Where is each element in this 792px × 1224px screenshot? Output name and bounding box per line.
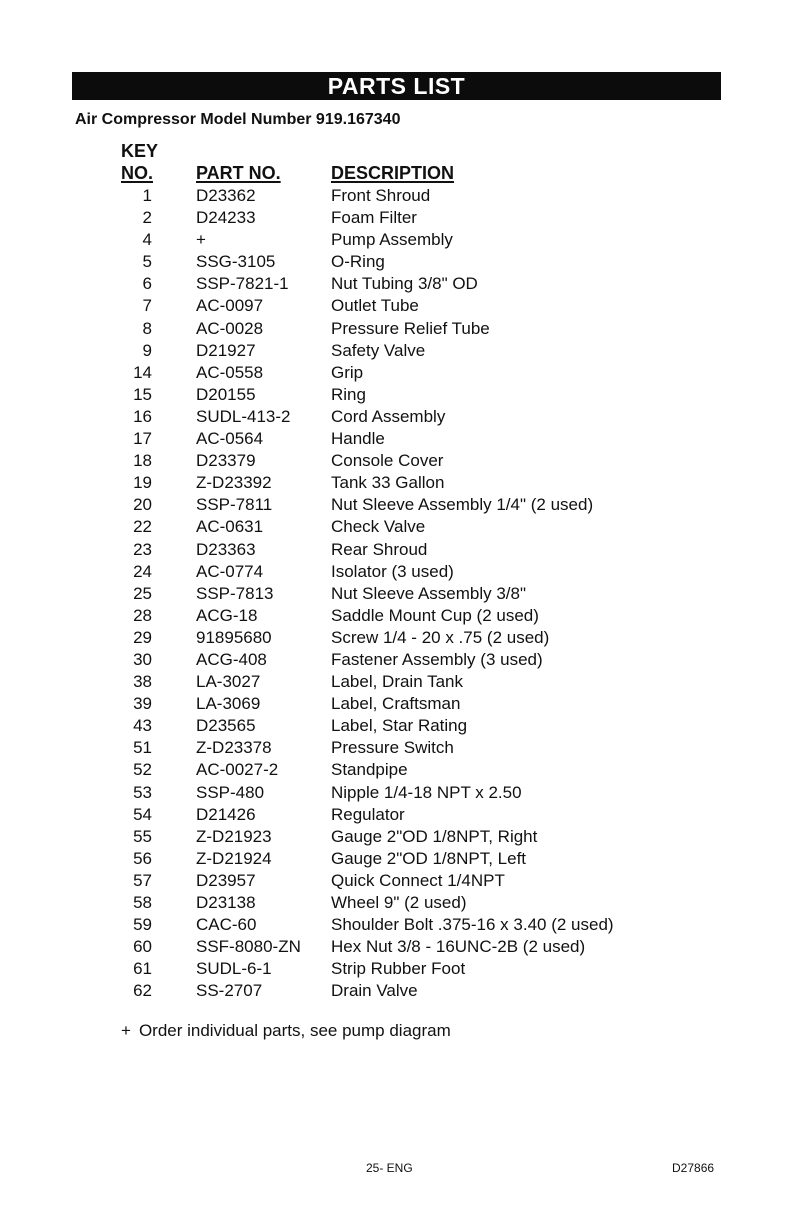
part-key-number: 18 [133,451,152,471]
part-number: D21426 [196,804,256,824]
table-row [0,229,792,251]
part-number: SUDL-413-2 [196,406,291,426]
part-number: AC-0564 [196,429,264,449]
part-description: Nut Sleeve Assembly 1/4" (2 used) [331,495,594,515]
part-description: Tank 33 Gallon [331,473,445,493]
part-description: Outlet Tube [331,296,419,316]
table-row [0,583,792,605]
footnote-text: Order individual parts, see pump diagram [138,1021,451,1040]
part-number: AC-0631 [196,517,264,537]
part-description: Wheel 9" (2 used) [331,893,467,912]
part-description: Fastener Assembly (3 used) [331,649,543,669]
part-description: Grip [331,362,364,382]
part-description: Foam Filter [331,208,417,228]
part-description: Cord Assembly [331,406,446,426]
part-description: Strip Rubber Foot [331,959,466,979]
table-row [0,826,792,848]
part-number: SSF-8080-ZN [196,937,301,957]
table-row [0,627,792,649]
parts-table [0,185,792,1002]
table-row [0,340,792,362]
part-key-number: 15 [133,384,152,404]
table-row [0,870,792,892]
part-key-number: 8 [142,318,152,338]
part-number: D23362 [196,186,256,205]
part-number: SS-2707 [196,981,263,1001]
part-key-number: 19 [133,473,152,493]
part-number: ACG-408 [196,649,267,669]
table-row [0,782,792,804]
table-row [0,472,792,494]
part-number: CAC-60 [196,915,257,935]
part-number: AC-0774 [196,561,264,581]
part-number: AC-0027-2 [196,760,279,780]
part-key-number: 39 [133,694,152,714]
part-key-number: 61 [133,959,152,979]
model-number-line: Air Compressor Model Number 919.167340 [75,111,401,128]
part-description: Gauge 2"OD 1/8NPT, Left [331,848,527,868]
table-row [0,561,792,583]
part-key-number: 60 [133,937,152,957]
part-description: Standpipe [331,760,408,780]
part-key-number: 4 [142,230,152,250]
table-row [0,848,792,870]
part-key-number: 43 [133,716,152,736]
table-row [0,539,792,561]
part-key-number: 52 [133,760,152,780]
table-row [0,671,792,693]
part-key-number: 59 [133,915,152,935]
table-row [0,384,792,406]
part-key-number: 54 [133,804,152,824]
part-description: Regulator [331,804,405,824]
part-key-number: 6 [142,274,152,294]
part-number: D23379 [196,451,256,471]
footnote-symbol: + [121,1021,131,1040]
table-row [0,406,792,428]
part-description: Screw 1/4 - 20 x .75 (2 used) [331,627,550,647]
part-key-number: 58 [133,893,152,912]
table-row [0,185,792,207]
part-description: Hex Nut 3/8 - 16UNC-2B (2 used) [331,937,586,957]
part-number: D20155 [196,384,256,404]
table-row [0,892,792,914]
part-key-number: 51 [133,738,152,758]
table-row [0,251,792,273]
table-header [0,163,792,185]
part-description: Shoulder Bolt .375-16 x 3.40 (2 used) [331,915,614,935]
table-row [0,295,792,317]
part-number: AC-0097 [196,296,264,316]
part-key-number: 16 [133,406,152,426]
table-row [0,516,792,538]
table-row [0,318,792,340]
table-row [0,273,792,295]
part-description: Console Cover [331,451,444,471]
part-key-number: 5 [142,252,152,272]
part-key-number: 62 [133,981,152,1001]
part-description: Handle [331,429,385,449]
part-description: Isolator (3 used) [331,561,454,581]
document-code: D27866 [672,1161,715,1175]
table-row [0,914,792,936]
column-header-part-no: PART NO. [196,163,281,183]
part-number: D23138 [196,893,256,912]
part-key-number: 7 [142,296,152,316]
table-row [0,936,792,958]
part-description: Pressure Switch [331,738,454,758]
part-key-number: 24 [133,561,152,581]
part-number: D23957 [196,870,256,890]
part-number: LA-3069 [196,694,261,714]
part-number: SUDL-6-1 [196,959,272,979]
part-description: Front Shroud [331,186,431,205]
part-description: Label, Drain Tank [331,672,463,692]
part-key-number: 28 [133,605,152,625]
part-number: SSP-7811 [196,495,273,515]
part-description: Nipple 1/4-18 NPT x 2.50 [331,782,522,802]
part-key-number: 29 [133,627,152,647]
table-row [0,494,792,516]
key-column-label: KEY [121,141,159,161]
part-number: SSP-7813 [196,583,274,603]
table-row [0,759,792,781]
part-description: Ring [331,384,366,404]
part-description: Safety Valve [331,340,426,360]
part-description: Rear Shroud [331,539,428,559]
part-number: + [196,230,206,250]
part-description: Gauge 2"OD 1/8NPT, Right [331,826,538,846]
part-number: D24233 [196,208,256,228]
part-description: Saddle Mount Cup (2 used) [331,605,539,625]
column-header-no: NO. [121,163,154,183]
table-row [0,428,792,450]
part-key-number: 22 [133,517,152,537]
part-number: Z-D23378 [196,738,272,758]
part-key-number: 14 [133,362,152,382]
part-number: D23363 [196,539,256,559]
table-row [0,362,792,384]
part-number: SSP-480 [196,782,265,802]
part-key-number: 38 [133,672,152,692]
table-row [0,958,792,980]
part-number: ACG-18 [196,605,258,625]
part-description: Label, Star Rating [331,716,468,736]
column-header-description: DESCRIPTION [331,163,455,183]
part-description: O-Ring [331,252,385,272]
part-description: Nut Tubing 3/8" OD [331,274,478,294]
part-number: D21927 [196,340,256,360]
part-number: AC-0028 [196,318,264,338]
part-key-number: 1 [142,186,152,205]
table-row [0,693,792,715]
part-number: 91895680 [196,627,272,647]
part-number: LA-3027 [196,672,261,692]
part-description: Nut Sleeve Assembly 3/8" [331,583,527,603]
table-row [0,605,792,627]
table-row [0,804,792,826]
part-number: Z-D21923 [196,826,272,846]
part-description: Drain Valve [331,981,418,1001]
table-row [0,207,792,229]
part-key-number: 55 [133,826,152,846]
table-row [0,649,792,671]
part-key-number: 23 [133,539,152,559]
part-number: Z-D23392 [196,473,272,493]
part-description: Quick Connect 1/4NPT [331,870,505,890]
part-number: AC-0558 [196,362,264,382]
part-key-number: 30 [133,649,152,669]
table-row [0,715,792,737]
part-number: SSG-3105 [196,252,276,272]
table-row [0,737,792,759]
part-description: Check Valve [331,517,426,537]
part-description: Label, Craftsman [331,694,461,714]
page-title: PARTS LIST [327,72,466,99]
table-row [0,980,792,1002]
part-number: D23565 [196,716,256,736]
part-key-number: 56 [133,848,152,868]
part-key-number: 57 [133,870,152,890]
part-number: SSP-7821-1 [196,274,289,294]
part-key-number: 20 [133,495,152,515]
part-key-number: 9 [142,340,152,360]
part-key-number: 17 [133,429,152,449]
part-key-number: 2 [142,208,152,228]
part-description: Pump Assembly [331,230,453,250]
part-description: Pressure Relief Tube [331,318,490,338]
table-row [0,450,792,472]
part-number: Z-D21924 [196,848,272,868]
part-key-number: 25 [133,583,152,603]
parts-list-title-bar [72,72,721,100]
part-key-number: 53 [133,782,152,802]
footnote [121,1021,451,1041]
page-number: 25- ENG [366,1161,413,1175]
